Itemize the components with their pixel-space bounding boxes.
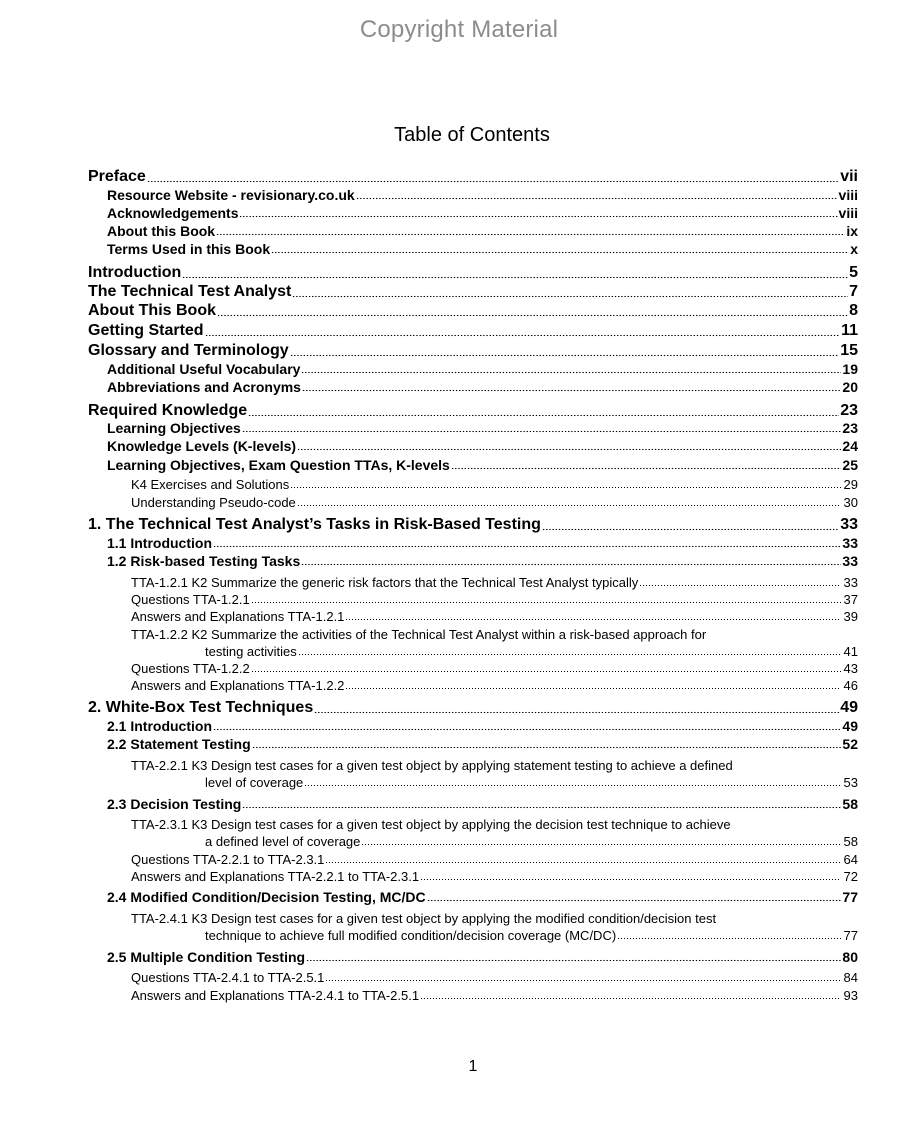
dot-leader xyxy=(297,497,841,510)
toc-entry-questions-tta-2-2-1-to-tta-2-3-1[interactable] xyxy=(131,852,858,867)
dot-leader xyxy=(451,459,842,473)
toc-entry-page: 7 xyxy=(849,283,858,300)
toc-entry-page: 33 xyxy=(842,535,858,551)
toc-entry-label: testing activities xyxy=(205,644,297,659)
toc-entry-2-2-statement-testing[interactable] xyxy=(107,736,858,752)
toc-entry-label: 2.1 Introduction xyxy=(107,718,212,734)
dot-leader xyxy=(304,777,840,790)
dot-leader xyxy=(251,594,841,607)
toc-entry-questions-tta-1-2-1[interactable] xyxy=(131,592,858,607)
toc-entry-page: 5 xyxy=(849,264,858,281)
toc-entry-understanding-pseudo-code[interactable] xyxy=(131,495,858,510)
toc-entry-label: Required Knowledge xyxy=(88,402,248,419)
toc-entry-getting-started[interactable] xyxy=(88,322,858,340)
dot-leader xyxy=(271,243,849,257)
toc-entry-label: Getting Started xyxy=(88,322,204,339)
toc-entry-page: x xyxy=(850,241,858,257)
dot-leader xyxy=(242,798,841,812)
toc-entry-page: 37 xyxy=(843,592,858,607)
toc-entry-1-2-risk-based-testing-tasks[interactable] xyxy=(107,553,858,569)
toc-entry-questions-tta-1-2-2[interactable] xyxy=(131,661,858,676)
toc-entry-about-this-book[interactable] xyxy=(88,302,858,320)
toc-entry-label: Knowledge Levels (K-levels) xyxy=(107,438,297,454)
toc-entry-page: 8 xyxy=(849,302,858,319)
toc-entry-page: 33 xyxy=(843,575,858,590)
toc-entry-label: Acknowledgements xyxy=(107,205,239,221)
dot-leader xyxy=(248,404,839,420)
toc-entry-label: 2. White-Box Test Techniques xyxy=(88,699,314,716)
toc-entry-label: 1. The Technical Test Analyst’s Tasks in Risk-Based Testing xyxy=(88,516,541,533)
toc-entry-answers-and-explanations-tta-1-2-2[interactable] xyxy=(131,678,858,693)
dot-leader xyxy=(617,930,840,943)
toc-entry-first-line: TTA-2.4.1 K3 Design test cases for a given test object by applying the modified condition/decision test xyxy=(131,911,717,926)
toc-entry-tta-1-2-1-k2-summarize-the-generic-risk-factors-that-the-technical-test-analyst-typically[interactable] xyxy=(131,575,858,590)
toc-entry-page: viii xyxy=(838,187,858,203)
toc-entry-label: About This Book xyxy=(88,302,216,319)
dot-leader xyxy=(301,555,841,569)
toc-entry-page: 64 xyxy=(843,852,858,867)
toc-entry-label: Resource Website - revisionary.co.uk xyxy=(107,187,355,203)
toc-entry-glossary-and-terminology[interactable] xyxy=(88,342,858,360)
toc-entry-label: 2.4 Modified Condition/Decision Testing, MC/DC xyxy=(107,889,426,905)
dot-leader xyxy=(325,854,840,867)
toc-entry-k4-exercises-and-solutions[interactable] xyxy=(131,477,858,492)
toc-entry-label: Questions TTA-2.4.1 to TTA-2.5.1 xyxy=(131,970,325,985)
dot-leader xyxy=(213,537,841,551)
dot-leader xyxy=(420,990,840,1003)
toc-entry-page: 52 xyxy=(842,736,858,752)
toc-entry-page: 93 xyxy=(843,988,858,1003)
dot-leader xyxy=(251,663,841,676)
toc-entry-page: ix xyxy=(846,223,858,239)
toc-entry-page: 80 xyxy=(842,949,858,965)
dot-leader xyxy=(302,381,841,395)
toc-entry-label: Answers and Explanations TTA-2.2.1 to TTA-2.3.1 xyxy=(131,869,420,884)
dot-leader xyxy=(290,479,840,492)
toc-entry-page: 58 xyxy=(842,796,858,812)
toc-entry-1-1-introduction[interactable] xyxy=(107,535,858,551)
toc-entry-answers-and-explanations-tta-1-2-1[interactable] xyxy=(131,609,858,624)
toc-entry-answers-and-explanations-tta-2-4-1-to-tta-2-5-1[interactable] xyxy=(131,988,858,1003)
toc-entry-first-line: TTA-1.2.2 K2 Summarize the activities of the Technical Test Analyst within a risk-based approach for xyxy=(131,627,707,642)
page-number: 1 xyxy=(468,1058,478,1075)
dot-leader xyxy=(182,266,848,282)
toc-entry-page: 24 xyxy=(842,438,858,454)
dot-leader xyxy=(290,344,840,360)
toc-entry-2-1-introduction[interactable] xyxy=(107,718,858,734)
toc-entry-page: 30 xyxy=(843,495,858,510)
toc-entry-page: 29 xyxy=(843,477,858,492)
toc-entry-label: Abbreviations and Acronyms xyxy=(107,379,301,395)
toc-entry-label: K4 Exercises and Solutions xyxy=(131,477,290,492)
toc-entry-page: 39 xyxy=(843,609,858,624)
toc-entry-knowledge-levels-k-levels[interactable] xyxy=(107,438,858,454)
toc-entry-label: Preface xyxy=(88,168,146,185)
toc-entry-technique-to-achieve-full-modified-condition-decision-coverage-mc-dc[interactable] xyxy=(205,928,858,943)
toc-entry-label: TTA-1.2.1 K2 Summarize the generic risk factors that the Technical Test Analyst typically xyxy=(131,575,639,590)
toc-title: Table of Contents xyxy=(394,124,550,146)
dot-leader xyxy=(147,170,839,186)
toc-entry-page: 23 xyxy=(840,402,858,419)
toc-entry-label: level of coverage xyxy=(205,775,304,790)
toc-entry-label: Questions TTA-2.2.1 to TTA-2.3.1 xyxy=(131,852,325,867)
toc-entry-label: 2.3 Decision Testing xyxy=(107,796,242,812)
dot-leader xyxy=(361,836,840,849)
dot-leader xyxy=(301,363,841,377)
toc-entry-level-of-coverage[interactable] xyxy=(205,775,858,790)
dot-leader xyxy=(314,701,839,717)
toc-entry-label: 1.1 Introduction xyxy=(107,535,212,551)
toc-entry-label: Answers and Explanations TTA-1.2.1 xyxy=(131,609,345,624)
toc-entry-the-technical-test-analyst[interactable] xyxy=(88,283,858,301)
dot-leader xyxy=(306,951,841,965)
toc-entry-abbreviations-and-acronyms[interactable] xyxy=(107,379,858,395)
toc-entry-label: Additional Useful Vocabulary xyxy=(107,361,301,377)
toc-entry-page: 25 xyxy=(842,457,858,473)
toc-entry-2-3-decision-testing[interactable] xyxy=(107,796,858,812)
toc-entry-about-this-book[interactable] xyxy=(107,223,858,239)
dot-leader xyxy=(217,304,848,320)
toc-entry-label: Introduction xyxy=(88,264,182,281)
toc-entry-learning-objectives[interactable] xyxy=(107,420,858,436)
toc-entry-page: 33 xyxy=(840,516,858,533)
toc-entry-page: 53 xyxy=(843,775,858,790)
toc-entry-page: 41 xyxy=(843,644,858,659)
toc-entry-questions-tta-2-4-1-to-tta-2-5-1[interactable] xyxy=(131,970,858,985)
toc-entry-2-5-multiple-condition-testing[interactable] xyxy=(107,949,858,965)
copyright-watermark: Copyright Material xyxy=(359,16,559,43)
toc-entry-page: 20 xyxy=(842,379,858,395)
dot-leader xyxy=(427,891,842,905)
toc-entry-first-line: TTA-2.2.1 K3 Design test cases for a given test object by applying statement testing to achieve a defined xyxy=(131,758,733,773)
toc-entry-page: vii xyxy=(840,168,858,185)
dot-leader xyxy=(239,207,837,221)
toc-entry-page: viii xyxy=(838,205,858,221)
dot-leader xyxy=(216,225,845,239)
toc-entry-a-defined-level-of-coverage[interactable] xyxy=(205,834,858,849)
dot-leader xyxy=(345,680,840,693)
toc-entry-terms-used-in-this-book[interactable] xyxy=(107,241,858,257)
toc-entry-label: Questions TTA-1.2.1 xyxy=(131,592,250,607)
toc-entry-page: 58 xyxy=(843,834,858,849)
toc-entry-acknowledgements[interactable] xyxy=(107,205,858,221)
toc-entry-2-white-box-test-techniques[interactable] xyxy=(88,699,858,717)
toc-entry-page: 77 xyxy=(842,889,858,905)
toc-entry-introduction[interactable] xyxy=(88,264,858,282)
dot-leader xyxy=(292,285,848,301)
toc-entry-label: 2.2 Statement Testing xyxy=(107,736,251,752)
toc-entry-resource-website-revisionary-co-uk[interactable] xyxy=(107,187,858,203)
dot-leader xyxy=(242,422,842,436)
toc-entry-required-knowledge[interactable] xyxy=(88,402,858,420)
toc-entry-label: 1.2 Risk-based Testing Tasks xyxy=(107,553,301,569)
dot-leader xyxy=(298,646,841,659)
dot-leader xyxy=(325,972,840,985)
toc-entry-answers-and-explanations-tta-2-2-1-to-tta-2-3-1[interactable] xyxy=(131,869,858,884)
toc-entry-page: 19 xyxy=(842,361,858,377)
toc-entry-label: Questions TTA-1.2.2 xyxy=(131,661,250,676)
dot-leader xyxy=(542,518,839,534)
toc-entry-preface[interactable] xyxy=(88,168,858,186)
toc-entry-learning-objectives-exam-question-ttas-k-levels[interactable] xyxy=(107,457,858,473)
dot-leader xyxy=(297,440,841,454)
dot-leader xyxy=(420,871,840,884)
toc-entry-label: Answers and Explanations TTA-1.2.2 xyxy=(131,678,345,693)
toc-entry-1-the-technical-test-analyst-s-tasks-in-risk-based-testing[interactable] xyxy=(88,516,858,534)
toc-entry-additional-useful-vocabulary[interactable] xyxy=(107,361,858,377)
toc-entry-page: 72 xyxy=(843,869,858,884)
toc-entry-page: 49 xyxy=(842,718,858,734)
dot-leader xyxy=(356,189,838,203)
toc-entry-page: 77 xyxy=(843,928,858,943)
toc-entry-label: a defined level of coverage xyxy=(205,834,361,849)
dot-leader xyxy=(345,611,840,624)
dot-leader xyxy=(639,577,840,590)
toc-entry-label: 2.5 Multiple Condition Testing xyxy=(107,949,306,965)
toc-entry-testing-activities[interactable] xyxy=(205,644,858,659)
toc-entry-page: 43 xyxy=(843,661,858,676)
toc-entry-label: The Technical Test Analyst xyxy=(88,283,292,300)
toc-entry-page: 84 xyxy=(843,970,858,985)
toc-entry-label: Glossary and Terminology xyxy=(88,342,289,359)
toc-entry-label: technique to achieve full modified condition/decision coverage (MC/DC) xyxy=(205,928,617,943)
toc-entry-page: 49 xyxy=(840,699,858,716)
toc-entry-label: Understanding Pseudo-code xyxy=(131,495,296,510)
toc-entry-label: About this Book xyxy=(107,223,216,239)
toc-entry-page: 33 xyxy=(842,553,858,569)
dot-leader xyxy=(213,720,841,734)
toc-entry-label: Learning Objectives, Exam Question TTAs, K-levels xyxy=(107,457,450,473)
toc-entry-page: 23 xyxy=(842,420,858,436)
dot-leader xyxy=(205,324,841,340)
toc-entry-page: 15 xyxy=(840,342,858,359)
toc-entry-first-line: TTA-2.3.1 K3 Design test cases for a given test object by applying the decision test technique to achieve xyxy=(131,817,731,832)
toc-entry-label: Learning Objectives xyxy=(107,420,241,436)
dot-leader xyxy=(252,738,842,752)
toc-entry-label: Terms Used in this Book xyxy=(107,241,271,257)
toc-entry-page: 11 xyxy=(841,322,858,339)
toc-entry-page: 46 xyxy=(843,678,858,693)
toc-entry-label: Answers and Explanations TTA-2.4.1 to TTA-2.5.1 xyxy=(131,988,420,1003)
toc-entry-2-4-modified-condition-decision-testing-mc-dc[interactable] xyxy=(107,889,858,905)
